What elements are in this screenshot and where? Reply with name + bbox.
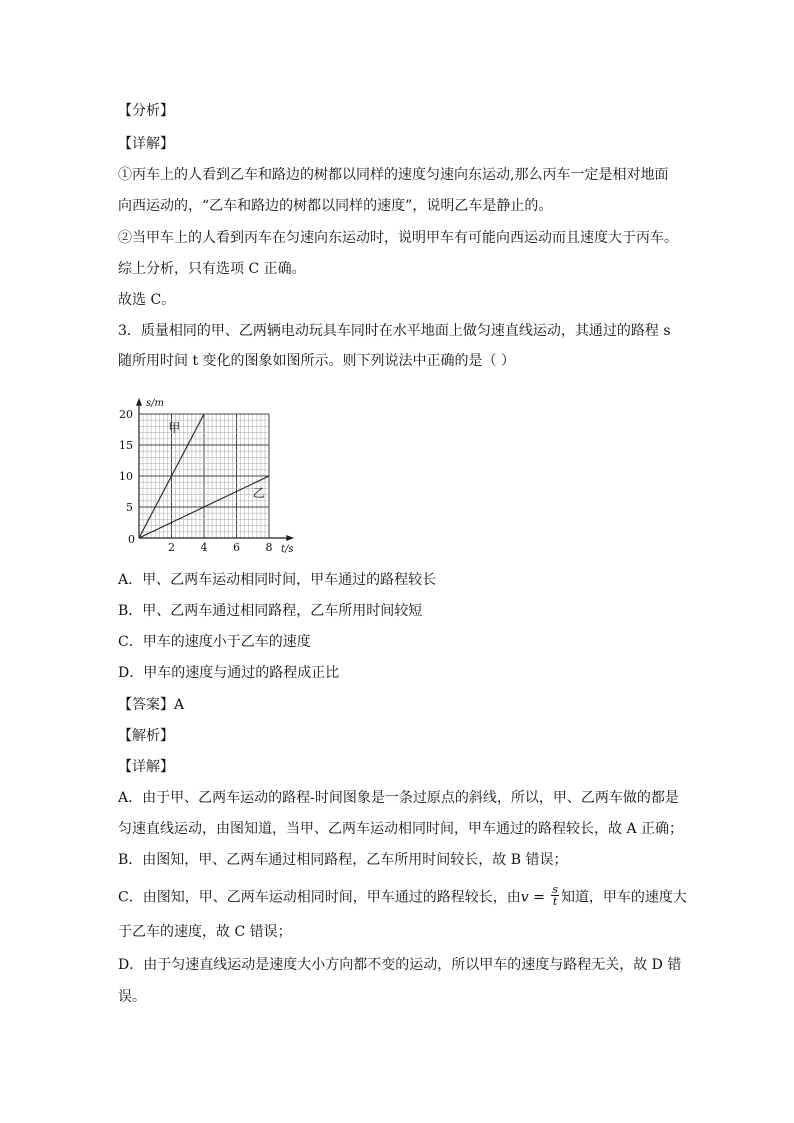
explain-line-2: 匀速直线运动，由图知道，当甲、乙两车运动相同时间，甲车通过的路程较长，故 A 正确； [118,821,684,837]
section-analysis: 【分析】 [118,103,174,119]
section-detail: 【详解】 [118,136,174,152]
explain-line-5: 于乙车的速度，故 C 错误； [118,924,292,940]
velocity-fraction [551,884,559,907]
y-tick-label: 5 [126,501,133,514]
x-tick-label: 8 [265,541,273,554]
question-3-line-1: 3．质量相同的甲、乙两辆电动玩具车同时在水平地面上做匀速直线运动，其通过的路程 s [118,323,671,339]
velocity-symbol: v [520,889,529,906]
x-tick-label: 2 [168,541,175,554]
option-a: A．甲、乙两车运动相同时间，甲车通过的路程较长 [118,572,437,588]
detail-line-1: ①丙车上的人看到乙车和路边的树都以同样的速度匀速向东运动,那么丙车一定是相对地面 [118,167,669,183]
detail-line-3: ②当甲车上的人看到丙车在匀速向东运动时，说明甲车有可能向西运动而且速度大于丙车。 [118,230,678,246]
explain-line-1: A．由于甲、乙两车运动的路程-时间图象是一条过原点的斜线，所以，甲、乙两车做的都是 [118,790,679,806]
series-label-jia: 甲 [168,420,181,435]
origin-label: 0 [128,533,135,546]
explain-line-4-start: C．由图知，甲、乙两车运动相同时间，甲车通过的路程较长，由 [118,889,521,906]
y-tick-label: 10 [119,470,133,483]
answer: 【答案】A [118,697,185,713]
y-axis-label: s/m [146,397,164,409]
chart-grid [139,414,269,538]
option-d: D．甲车的速度与通过的路程成正比 [118,665,340,681]
detail-line-4: 综上分析，只有选项 C 正确。 [118,261,306,277]
y-tick-label: 20 [119,408,133,421]
detail-line-2: 向西运动的，“乙车和路边的树都以同样的速度”，说明乙车是静止的。 [118,198,553,214]
st-graph [110,384,310,559]
equals-sign: = [528,889,550,906]
explain-line-3: B．由图知，甲、乙两车通过相同路程，乙车所用时间较长，故 B 错误； [118,852,568,868]
explain-line-4 [118,883,687,909]
explain-line-7: 误。 [118,989,146,1005]
explain-line-4-end: 知道，甲车的速度大 [560,889,687,906]
option-c: C．甲车的速度小于乙车的速度 [118,634,311,650]
x-axis-arrow [286,535,294,541]
series-label-yi: 乙 [252,486,265,501]
section-explanation: 【解析】 [118,728,174,744]
y-axis-arrow [136,398,142,406]
y-tick-label: 15 [119,439,133,452]
explain-line-6: D．由于匀速直线运动是速度大小方向都不变的运动，所以甲车的速度与路程无关，故 D 错 [118,957,682,973]
fraction-numerator: s [552,883,558,896]
x-tick-label: 4 [200,541,208,554]
x-axis-label: t/s [280,544,294,555]
detail-line-5: 故选 C。 [118,292,176,308]
x-tick-label: 6 [233,541,240,554]
option-b: B．甲、乙两车通过相同路程，乙车所用时间较短 [118,603,423,619]
fraction-denominator: t [552,895,558,908]
question-3-line-2: 随所用时间 t 变化的图象如图所示。则下列说法中正确的是（ ） [118,353,515,369]
section-detail-2: 【详解】 [118,759,174,775]
